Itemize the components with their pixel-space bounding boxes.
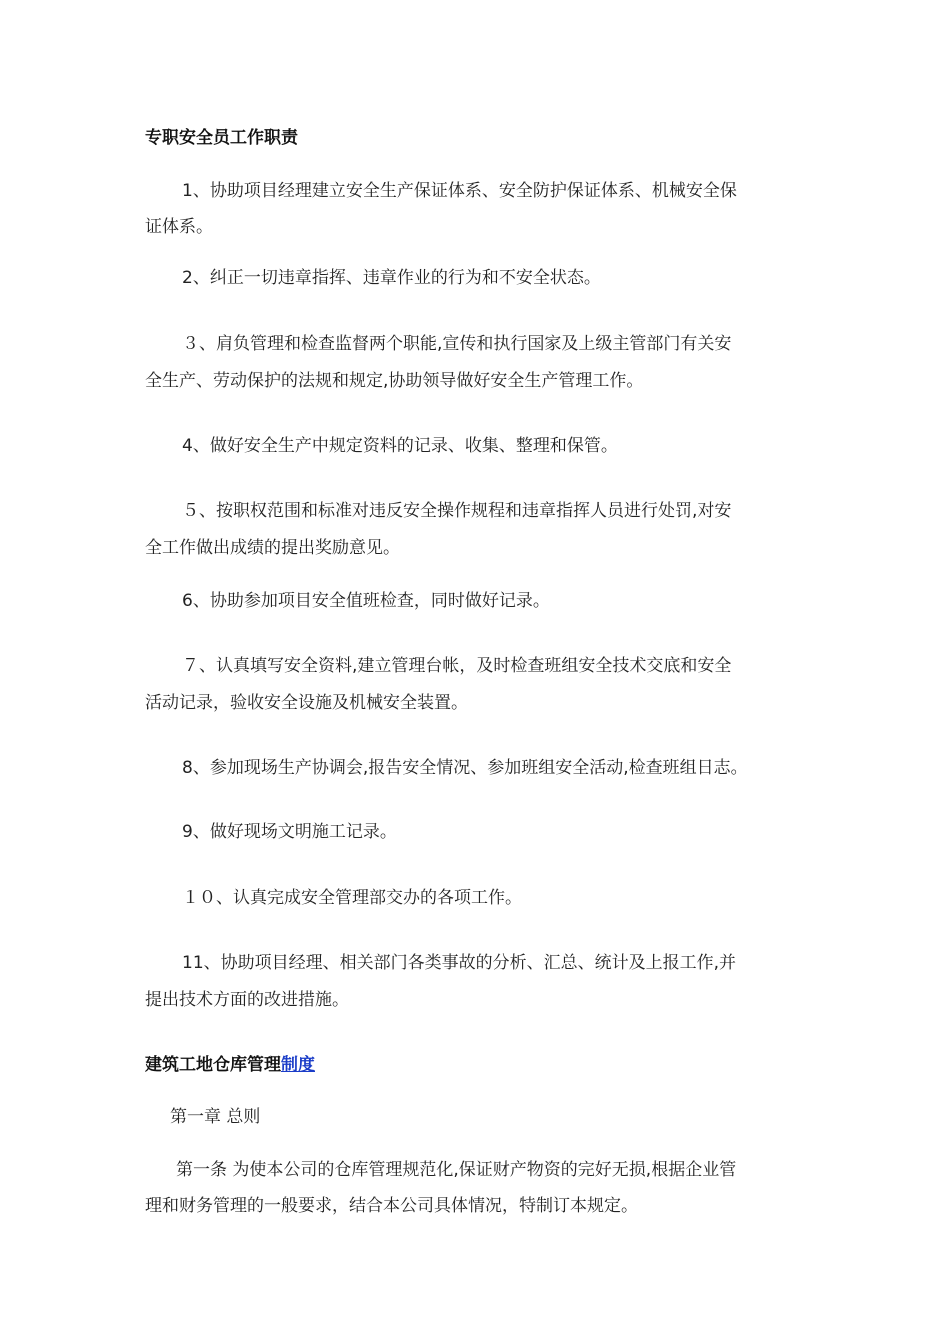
duty-item-1-line2: 证体系。 <box>145 217 213 237</box>
duty-item-3-line2: 全生产、劳动保护的法规和规定,协助领导做好安全生产管理工作。 <box>145 371 644 391</box>
duty-item-3-line1: ３、肩负管理和检查监督两个职能,宣传和执行国家及上级主管部门有关安 <box>182 334 732 354</box>
duty-item-1-line1: 1、协助项目经理建立安全生产保证体系、安全防护保证体系、机械安全保 <box>182 181 737 201</box>
duty-item-2: 2、纠正一切违章指挥、违章作业的行为和不安全状态。 <box>182 268 601 288</box>
duty-item-5-line2: 全工作做出成绩的提出奖励意见。 <box>145 538 400 558</box>
chapter-heading: 第一章 总则 <box>170 1107 261 1127</box>
duty-item-7-line2: 活动记录，验收安全设施及机械安全装置。 <box>145 693 468 713</box>
duty-item-10: １０、认真完成安全管理部交办的各项工作。 <box>182 888 522 908</box>
article-1-line2: 理和财务管理的一般要求，结合本公司具体情况，特制订本规定。 <box>145 1196 638 1216</box>
duty-item-6: 6、协助参加项目安全值班检查，同时做好记录。 <box>182 591 550 611</box>
duty-item-11-line1: 11、协助项目经理、相关部门各类事故的分析、汇总、统计及上报工作,并 <box>182 953 737 973</box>
section-title-warehouse <box>145 1054 315 1076</box>
article-1-line1: 第一条 为使本公司的仓库管理规范化,保证财产物资的完好无损,根据企业管 <box>176 1160 737 1180</box>
duty-item-11-line2: 提出技术方面的改进措施。 <box>145 990 349 1010</box>
section-title-warehouse-text: 建筑工地仓库管理 <box>145 1055 281 1075</box>
section-title-safety-officer: 专职安全员工作职责 <box>145 128 298 148</box>
duty-item-8: 8、参加现场生产协调会,报告安全情况、参加班组安全活动,检查班组日志。 <box>182 758 748 778</box>
duty-item-4: 4、做好安全生产中规定资料的记录、收集、整理和保管。 <box>182 436 618 456</box>
regulation-link[interactable]: 制度 <box>281 1055 315 1075</box>
duty-item-9: 9、做好现场文明施工记录。 <box>182 822 397 842</box>
duty-item-5-line1: ５、按职权范围和标准对违反安全操作规程和违章指挥人员进行处罚,对安 <box>182 501 732 521</box>
duty-item-7-line1: ７、认真填写安全资料,建立管理台帐，及时检查班组安全技术交底和安全 <box>182 656 732 676</box>
